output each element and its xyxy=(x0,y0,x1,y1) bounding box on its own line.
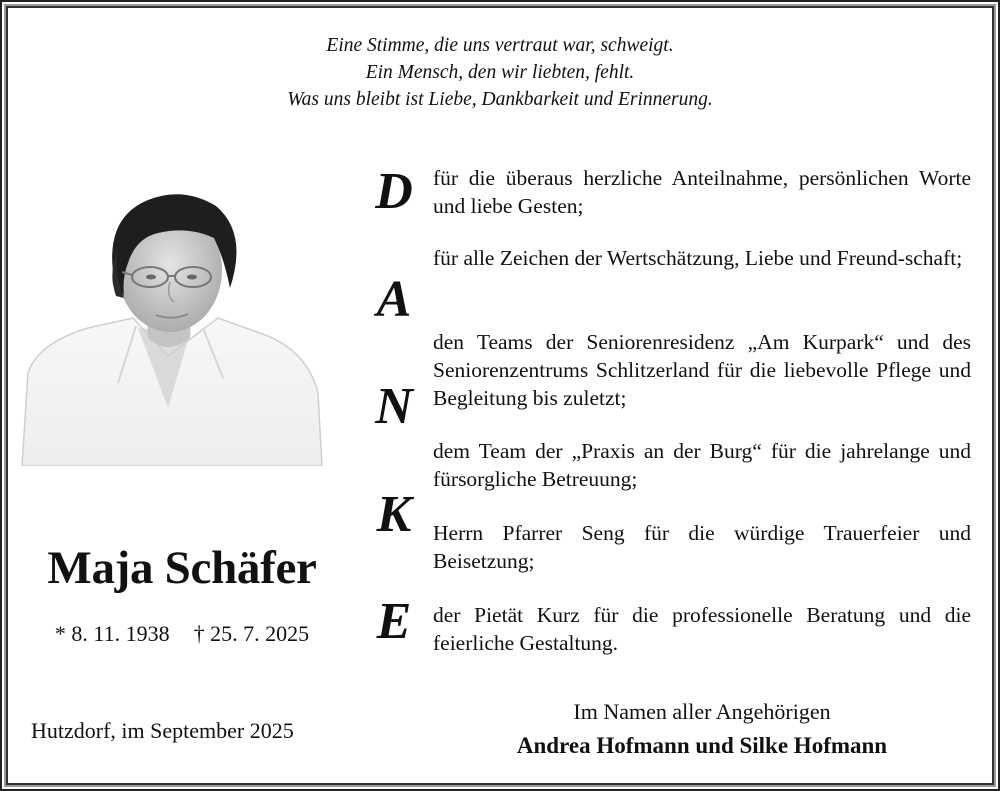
portrait-photo xyxy=(18,178,324,466)
danke-letter-e: E xyxy=(376,593,412,650)
thanks-paragraph: den Teams der Seniorenresidenz „Am Kurpark“ und des Seniorenzentrums Schlitzerland für die liebevolle Pflege und Begleitung bis zuletzt; xyxy=(433,330,971,410)
life-dates xyxy=(0,620,364,648)
thanks-paragraph: dem Team der „Praxis an der Burg“ für die jahrelange und fürsorgliche Betreuung; xyxy=(433,439,971,491)
motto-line: Ein Mensch, den wir liebten, fehlt. xyxy=(365,62,635,83)
motto-verse xyxy=(0,32,1000,113)
danke-letter-a: A xyxy=(376,271,412,328)
danke-letter-k: K xyxy=(376,486,412,543)
signature-intro: Im Namen aller Angehörigen xyxy=(573,699,831,724)
birth-date: * 8. 11. 1938 xyxy=(54,621,170,646)
thanks-paragraph: für die überaus herzliche Anteilnahme, persönlichen Worte und liebe Gesten; xyxy=(433,166,971,218)
death-date: † 25. 7. 2025 xyxy=(193,621,310,646)
danke-letter-n: N xyxy=(375,378,413,435)
motto-line: Eine Stimme, die uns vertraut war, schweigt. xyxy=(326,35,674,56)
danke-letter-d: D xyxy=(375,163,413,220)
deceased-name: Maja Schäfer xyxy=(47,542,317,594)
place-and-date: Hutzdorf, im September 2025 xyxy=(31,718,294,743)
thanks-paragraph: Herrn Pfarrer Seng für die würdige Trauerfeier und Beisetzung; xyxy=(433,521,971,573)
thanks-paragraph: für alle Zeichen der Wertschätzung, Liebe und Freund-schaft; xyxy=(433,246,963,270)
signature-names: Andrea Hofmann und Silke Hofmann xyxy=(516,733,888,758)
motto-line: Was uns bleibt ist Liebe, Dankbarkeit und Erinnerung. xyxy=(287,89,713,110)
thanks-paragraph: der Pietät Kurz für die professionelle Beratung und die feierliche Gestaltung. xyxy=(433,603,971,655)
